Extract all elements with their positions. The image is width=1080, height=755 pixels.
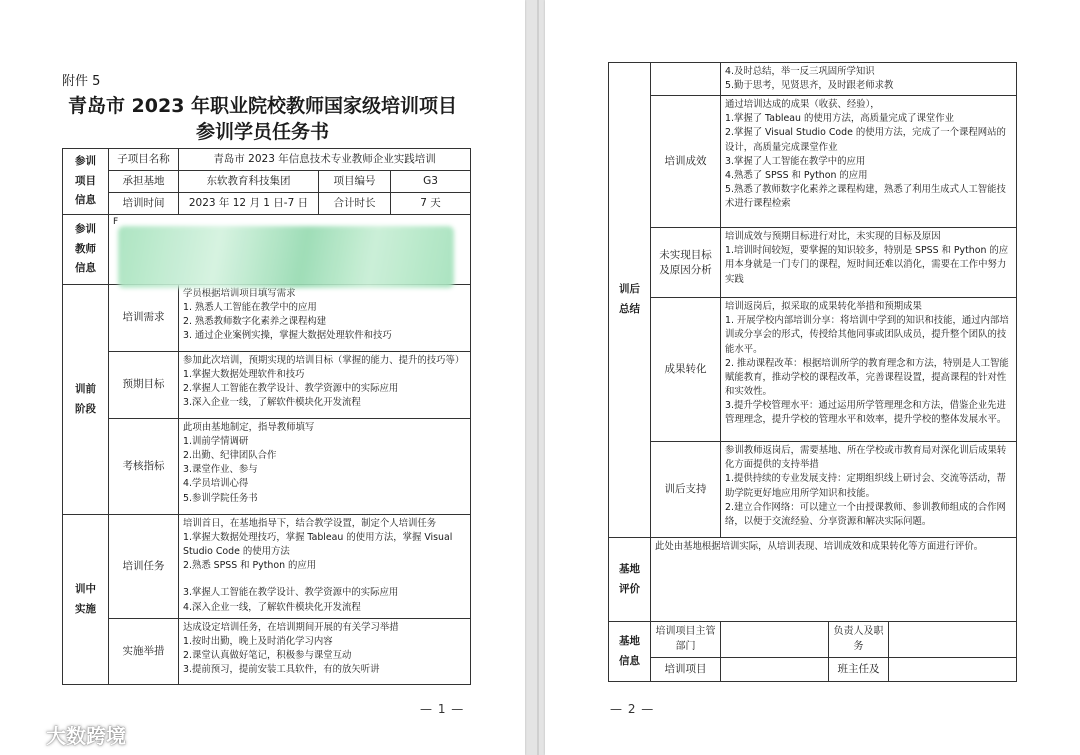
task-table-page-2 [608, 62, 1017, 682]
unmet-goal-label: 未实现目标及原因分析 [651, 228, 721, 298]
redaction-blur [118, 226, 454, 288]
section-base-info: 基地 信息 [609, 622, 651, 682]
training-result-content: 通过培训达成的成果（收获、经验）， 1.掌握了 Tableau 的使用方法，高质量完成了课堂作业 2.掌握了 Visual Studio Code 的使用方法，完成了一个课程网站的设计，高质量完成课堂作业 3.掌握了人工智能在教学中的应用 4.熟悉了 SPSS 和 Python 的应用 5.熟悉了教师数字化素养之课程构建，熟悉了利用生成式人工智能技术进行课程检索 [721, 96, 1017, 228]
class-teacher-value [889, 658, 1017, 682]
continuation-content: 4.及时总结，举一反三巩固所学知识 5.勤于思考，见贤思齐，及时跟老师求教 [721, 63, 1017, 96]
subproject-label: 子项目名称 [109, 149, 179, 171]
training-task-label: 培训任务 [109, 515, 179, 619]
head-value [889, 622, 1017, 658]
continuation-label-cell [651, 63, 721, 96]
post-support-content: 参训教师返岗后，需要基地、所在学校或市教育局对深化训后成果转化方面提供的支持举措 1.提供持续的专业发展支持：定期组织线上研讨会、交流等活动，帮助学院更好地应用所学知识和技能。 2.建立合作网络：可以建立一个由授课教师、参训教师组成的合作网络，以便于交流经验、分享资源和解决实际问题。 [721, 442, 1017, 538]
head-label: 负责人及职务 [829, 622, 889, 658]
project-code-value: G3 [391, 171, 471, 193]
training-needs-content: 学员根据培训项目填写需求 1. 熟悉人工智能在教学中的应用 2. 熟悉教师数字化素养之课程构建 3. 通过企业案例实操，掌握大数据处理软件和技巧 [179, 285, 471, 352]
section-teacher-info: 参训 教师 信息 [63, 215, 109, 285]
training-needs-label: 培训需求 [109, 285, 179, 352]
assessment-content: 此项由基地制定，指导教师填写 1.训前学情调研 2.出勤、纪律团队合作 3.课堂作业、参与 4.学员培训心得 5.参训学院任务书 [179, 419, 471, 515]
total-hours-label: 合计时长 [319, 193, 391, 215]
document-title-line-2: 参训学员任务书 [195, 121, 329, 143]
base-value: 东软教育科技集团 [179, 171, 319, 193]
training-time-label: 培训时间 [109, 193, 179, 215]
watermark-text: 大数跨境 [46, 724, 126, 748]
expected-goal-label: 预期目标 [109, 352, 179, 419]
subproject-value: 青岛市 2023 年信息技术专业教师企业实践培训 [179, 149, 471, 171]
measures-content: 达成设定培训任务，在培训期间开展的有关学习举措 1.按时出勤，晚上及时消化学习内容 2.课堂认真做好笔记，积极参与课堂互动 3.提前预习，提前安装工具软件，有的放矢听讲 [179, 619, 471, 685]
project-value [721, 658, 829, 682]
project-code-label: 项目编号 [319, 171, 391, 193]
page-number-2: — 2 — [610, 702, 655, 716]
dept-label: 培训项目主管部门 [651, 622, 721, 658]
page-divider [537, 0, 539, 755]
section-pre-training: 训前 阶段 [63, 285, 109, 515]
outcome-transform-content: 培训返岗后，拟采取的成果转化举措和预期成果 1. 开展学校内部培训分享：将培训中学到的知识和技能，通过内部培训或分享会的形式，传授给其他同事或团队成员，提升整个团队的技能水平。 2. 推动课程改革：根据培训所学的教育理念和方法，特别是人工智能赋能教育，推动学校的课程改革，完善课程设置，提高课程的针对性和实效性。 3.提升学校管理水平：通过运用所学管理理念和方法，借鉴企业先进管理理念，提升学校的管理水平和效率，提升学校的整体发展水平。 [721, 298, 1017, 442]
base-evaluation-content: 此处由基地根据培训实际，从培训表现、培训成效和成果转化等方面进行评价。 [651, 538, 1017, 622]
section-project-info: 参训 项目 信息 [63, 149, 109, 215]
page-number-1: — 1 — [420, 702, 465, 716]
total-hours-value: 7 天 [391, 193, 471, 215]
section-post-summary: 训后 总结 [609, 63, 651, 538]
measures-label: 实施举措 [109, 619, 179, 685]
outcome-transform-label: 成果转化 [651, 298, 721, 442]
watermark [8, 720, 126, 749]
post-support-label: 训后支持 [651, 442, 721, 538]
training-result-label: 培训成效 [651, 96, 721, 228]
training-task-content: 培训首日，在基地指导下，结合教学设置，制定个人培训任务 1.掌握大数据处理技巧，掌握 Tableau 的使用方法，掌握 Visual Studio Code 的使用方法 2.熟悉 SPSS 和 Python 的应用 3.掌握人工智能在教学设计、教学资源中的实际应用 4.深入企业一线，了解软件模块化开发流程 [179, 515, 471, 619]
assessment-label: 考核指标 [109, 419, 179, 515]
teacher-info-redacted: F [109, 215, 471, 285]
expected-goal-content: 参加此次培训，预期实现的培训目标（掌握的能力、提升的技巧等） 1.掌握大数据处理软件和技巧 2.掌握人工智能在教学设计、教学资源中的实际应用 3.深入企业一线，了解软件模块化开发流程 [179, 352, 471, 419]
dept-value [721, 622, 829, 658]
training-time-value: 2023 年 12 月 1 日-7 日 [179, 193, 319, 215]
document-page-1 [0, 0, 525, 755]
section-implementation: 训中 实施 [63, 515, 109, 685]
document-title-line-1: 青岛市 2023 年职业院校教师国家级培训项目 [67, 95, 458, 117]
unmet-goal-content: 培训成效与预期目标进行对比，未实现的目标及原因 1.培训时间较短，要掌握的知识较多，特别是 SPSS 和 Python 的应用本身就是一门专门的课程，短时间还难以消化，需要在工作中努力实践 [721, 228, 1017, 298]
section-base-evaluation: 基地 评价 [609, 538, 651, 622]
base-label: 承担基地 [109, 171, 179, 193]
project-label: 培训项目 [651, 658, 721, 682]
class-teacher-label: 班主任及 [829, 658, 889, 682]
watermark-logo-icon [8, 722, 42, 748]
attachment-label: 附件 5 [62, 74, 101, 89]
